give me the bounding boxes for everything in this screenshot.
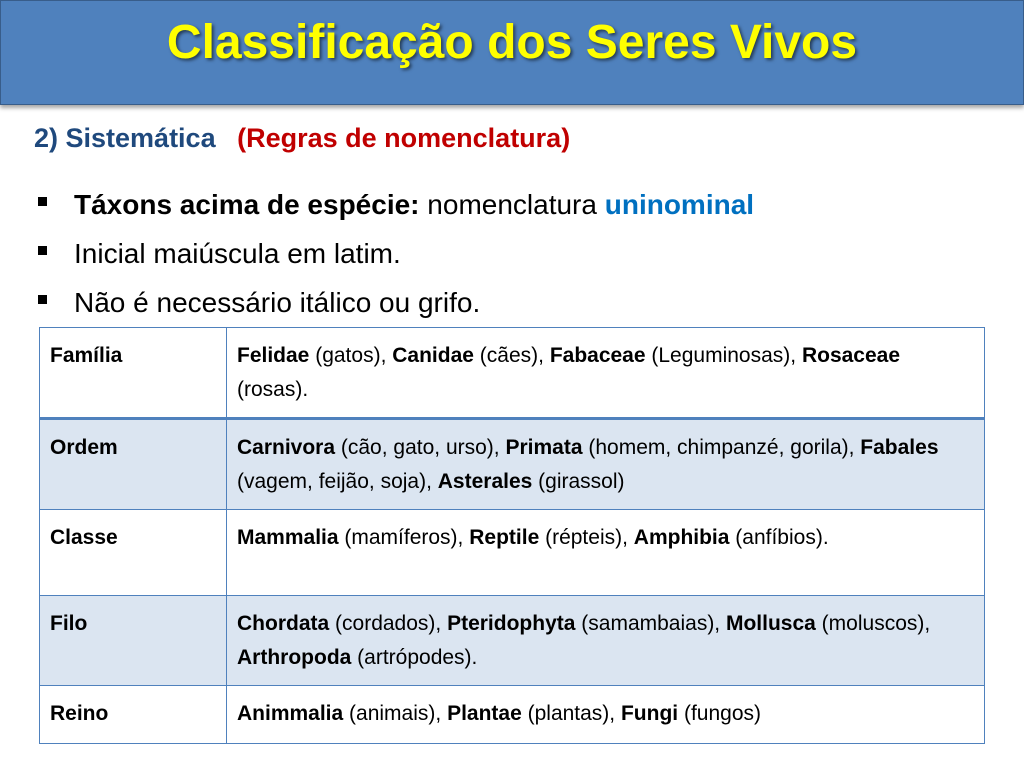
bullet-text: Inicial maiúscula em latim.	[74, 238, 401, 269]
title-bar	[0, 0, 1024, 105]
table-row	[40, 328, 985, 419]
taxon-name: Arthropoda	[237, 646, 352, 669]
rank-cell: Família	[40, 328, 227, 419]
taxon-name: Amphibia	[633, 526, 730, 549]
taxon-name: Animmalia	[237, 702, 344, 725]
taxon-description: (vagem, feijão, soja),	[237, 470, 438, 493]
taxon-name: Mammalia	[237, 526, 339, 549]
taxon-description: (répteis),	[539, 526, 634, 549]
square-bullet-icon	[38, 197, 47, 206]
bullet-item	[38, 229, 754, 278]
rank-cell: Classe	[40, 510, 227, 596]
taxon-name: Reptile	[469, 526, 540, 549]
taxon-description: (plantas),	[521, 702, 621, 725]
taxon-name: Primata	[505, 436, 583, 459]
taxon-description: (anfíbios).	[729, 526, 829, 549]
taxon-name: Chordata	[237, 612, 330, 635]
taxon-name: Felidae	[237, 344, 310, 367]
taxon-description: (artrópodes).	[351, 646, 478, 669]
taxon-description: (homem, chimpanzé, gorila),	[582, 436, 861, 459]
rank-cell: Reino	[40, 686, 227, 744]
taxon-name: Fungi	[620, 702, 679, 725]
taxon-description: (girassol)	[532, 470, 625, 493]
examples-cell	[227, 419, 985, 510]
taxon-description: (cão, gato, urso),	[335, 436, 506, 459]
taxon-name: Fabales	[860, 436, 939, 459]
bullet-item	[38, 278, 754, 327]
bullet-list	[38, 180, 754, 327]
taxonomy-table-body	[40, 328, 985, 744]
table-row	[40, 419, 985, 510]
taxon-name: Mollusca	[725, 612, 816, 635]
examples-cell	[227, 686, 985, 744]
taxon-description: (gatos),	[309, 344, 393, 367]
taxon-name: Carnivora	[237, 436, 336, 459]
taxon-name: Asterales	[437, 470, 533, 493]
examples-cell	[227, 596, 985, 686]
bullet-text: nomenclatura	[419, 189, 605, 220]
table-row	[40, 686, 985, 744]
subtitle-note: (Regras de nomenclatura)	[237, 123, 571, 153]
rank-cell: Ordem	[40, 419, 227, 510]
taxon-name: Rosaceae	[801, 344, 901, 367]
table-row	[40, 596, 985, 686]
taxon-name: Pteridophyta	[447, 612, 576, 635]
bullet-item	[38, 180, 754, 229]
taxon-description: (cordados),	[329, 612, 448, 635]
rank-cell: Filo	[40, 596, 227, 686]
taxon-name: Fabaceae	[549, 344, 646, 367]
taxonomy-table	[39, 327, 985, 744]
examples-cell	[227, 510, 985, 596]
subtitle	[34, 123, 570, 154]
taxon-description: (Leguminosas),	[645, 344, 802, 367]
taxon-description: (samambaias),	[575, 612, 726, 635]
taxon-description: (rosas).	[237, 378, 309, 401]
subtitle-main: 2) Sistemática	[34, 123, 216, 153]
examples-cell	[227, 328, 985, 419]
taxon-description: (cães),	[473, 344, 550, 367]
table-row	[40, 510, 985, 596]
square-bullet-icon	[38, 246, 47, 255]
slide-title: Classificação dos Seres Vivos	[166, 16, 858, 69]
taxon-description: (fungos)	[678, 702, 762, 725]
taxon-name: Canidae	[392, 344, 474, 367]
taxon-name: Plantae	[447, 702, 522, 725]
taxon-description: (mamíferos),	[338, 526, 470, 549]
bullet-text: Não é necessário itálico ou grifo.	[74, 287, 481, 318]
bullet-bold-text: Táxons acima de espécie:	[74, 189, 420, 220]
square-bullet-icon	[38, 295, 47, 304]
taxon-description: (moluscos),	[815, 612, 931, 635]
bullet-highlight: uninominal	[604, 189, 755, 220]
taxon-description: (animais),	[343, 702, 448, 725]
